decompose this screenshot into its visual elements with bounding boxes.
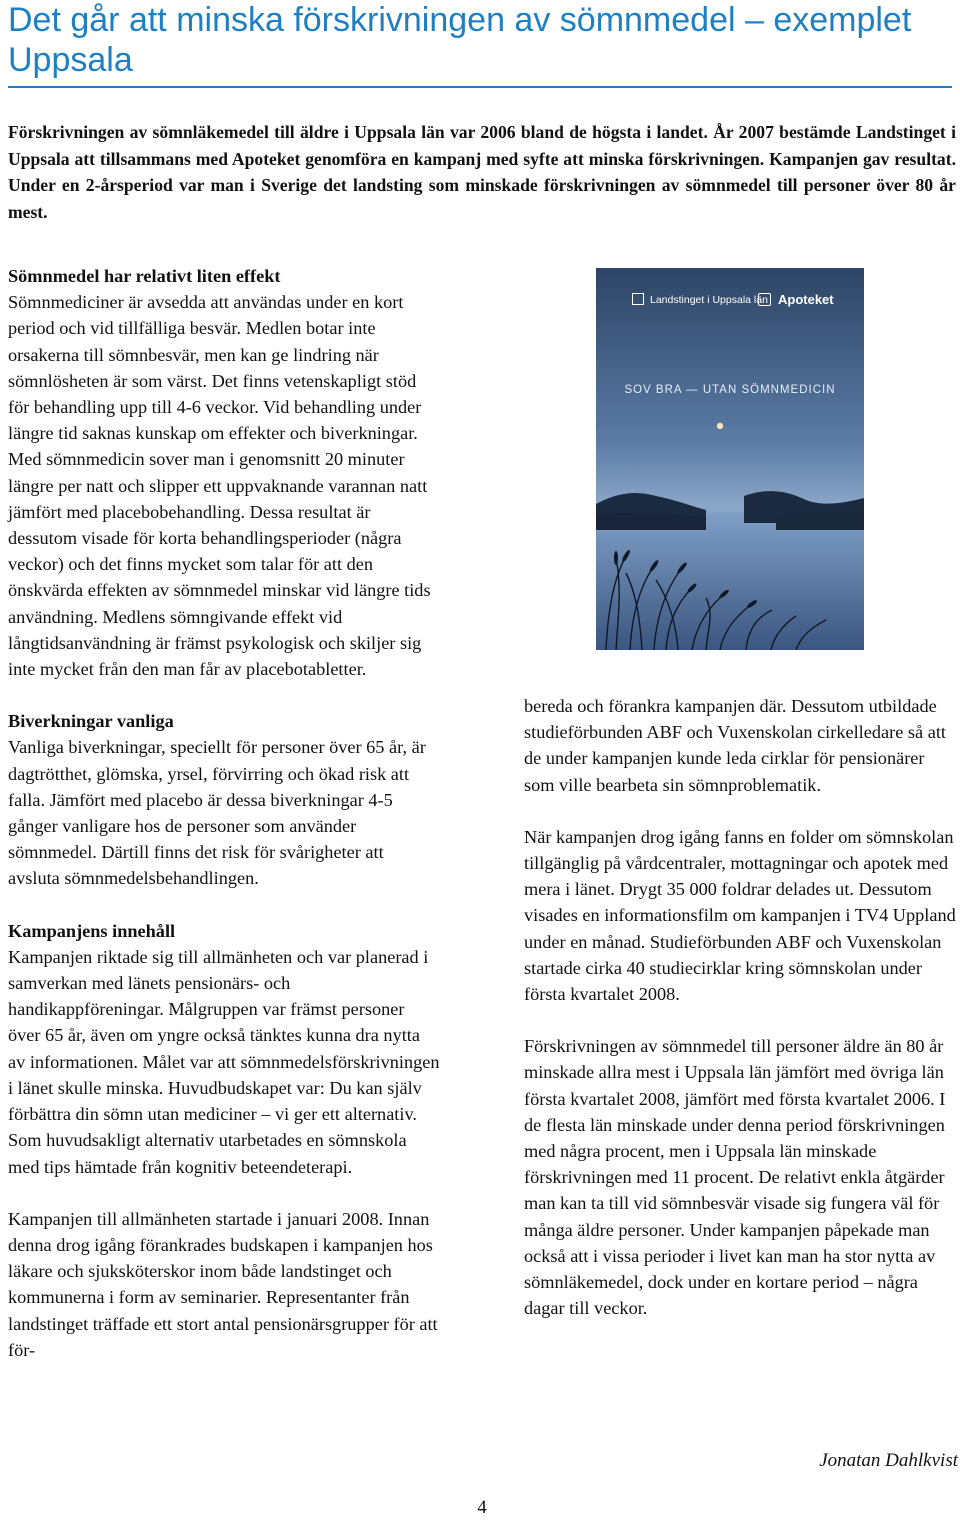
author-signature: Jonatan Dahlkvist: [819, 1450, 958, 1471]
section-launch: [8, 1206, 440, 1363]
right-column: [524, 693, 956, 1347]
section-heading: Sömnmedel har relativt liten effekt: [8, 266, 281, 286]
paragraph-text: bereda och förankra kampanjen där. Dessutom utbildade studieförbunden ABF och Vuxenskolan cirkelledare så att de under kampanjen kunde leda cirklar för pensionärer som ville bearbeta sin sömnproblematik.: [524, 696, 946, 795]
cover-logo-left: Landstinget i Uppsala län: [650, 294, 768, 306]
section-heading: Biverkningar vanliga: [8, 711, 174, 732]
paragraph-text: Förskrivningen av sömnmedel till personer äldre än 80 år minskade allra mest i Uppsala län jämfört med övriga län första kvartalet 2008, jämfört med första kvartalet 2006. I de flesta län minskade under denna period förskrivningen med några procent, men i Uppsala län minskade förskrivningen med 11 procent. De relativt enkla åtgärder man kan ta till vid sömnbesvär visade sig fungera väl för många äldre personer. Under kampanjen påpekade man också att i vissa perioder i livet kan man ha stor nytta av sömnläkemedel, dock under en kortare period – några dagar till veckor.: [524, 1036, 946, 1319]
right-paragraph: [524, 1033, 956, 1321]
section-text: Vanliga biverkningar, speciellt för personer över 65 år, är dagtrötthet, glömska, yrsel, förvirring och ökad risk att falla. Jämfört med placebo är dessa biverkningar 4-5 gånger vanligare hos de personer som använder sömnmedel. Därtill finns det risk för svårigheter att avsluta sömnmedelsbehandlingen.: [8, 737, 426, 889]
article-title: Det går att minska förskrivningen av sömnmedel – exemplet Uppsala: [8, 1, 912, 79]
section-text: Kampanjen till allmänheten startade i januari 2008. Innan denna drog igång förankrades budskapen i kampanjen hos läkare och sjuksköterskor inom både landstinget och kommunerna i form av seminarier. Representanter från landstinget träffade ett stort antal pensionärsgrupper för att för-: [8, 1208, 438, 1360]
section-side-effects: [8, 708, 440, 891]
cover-logo-right: Apoteket: [778, 292, 834, 307]
page-number: 4: [477, 1497, 487, 1518]
paragraph-text: När kampanjen drog igång fanns en folder om sömnskolan tillgänglig på vårdcentraler, mottagningar och apotek med mera i länet. Drygt 35 000 foldrar delades ut. Dessutom visades en informationsfilm om kampanjen i TV4 Uppland under en månad. Studieförbunden ABF och Vuxenskolan startade cirka 40 studiecirklar kring sömnskolan under första kvartalet 2008.: [524, 826, 956, 1005]
campaign-folder-cover-image: [596, 268, 864, 650]
section-heading: Kampanjens innehåll: [8, 920, 176, 941]
lake-photo: [596, 268, 864, 650]
left-column: [8, 263, 440, 1389]
section-content: [8, 918, 440, 1180]
article-lead: Förskrivningen av sömnläkemedel till äldre i Uppsala län var 2006 bland de högsta i landet. År 2007 bestämde Landstinget i Uppsala att tillsammans med Apoteket genomföra en kampanj med syfte att minska förskrivningen. Kampanjen gav resultat. Under en 2-årsperiod var man i Sverige det landsting som minskade förskrivningen av sömnmedel till personer över 80 år mest.: [8, 122, 956, 222]
right-paragraph: [524, 693, 956, 798]
title-divider: [8, 86, 952, 88]
section-text: Sömnmediciner är avsedda att användas under en kort period och vid tillfälliga besvär. Medlen botar inte orsakerna till sömnbesvär, men kan ge lindring när sömnlösheten är som värst. Det finns vetenskapligt stöd för behandling upp till 4-6 veckor. Vid behandling under längre tid saknas kunskap om effekter och biverkningar. Med sömnmedicin sover man i genomsnitt 20 minuter längre per natt och slipper ett uppvaknande varannan natt jämfört med placebobehandling. Dessa resultat är dessutom visade för korta behandlingsperioder (några veckor) och det finns mycket som talar för att den önskvärda effekten av sömnmedel minskar vid längre tids användning. Medlens sömngivande effekt vid långtidsanvändning är främst psykologisk och skiljer sig inte mycket från den man får av placebotabletter.: [8, 292, 431, 680]
section-effect: [8, 263, 440, 682]
landstinget-logo-icon: [632, 293, 644, 305]
apoteket-logo-icon: [758, 293, 771, 306]
cover-tagline: SOV BRA — UTAN SÖMNMEDICIN: [624, 384, 836, 396]
section-text: Kampanjen riktade sig till allmänheten och var planerad i samverkan med länets pensionärs- och handikappföreningar. Målgruppen var främst personer över 65 år, även om yngre också tänktes kunna dra nytta av informationen. Målet var att sömnmedelsförskrivningen i länet skulle minska. Huvudbudskapet var: Du kan själv förbättra din sömn utan mediciner – vi ger ett alternativ. Som huvudsakligt alternativ utarbetades en sömnskola med tips hämtade från kognitiv beteendeterapi.: [8, 946, 440, 1177]
right-paragraph: [524, 824, 956, 1007]
